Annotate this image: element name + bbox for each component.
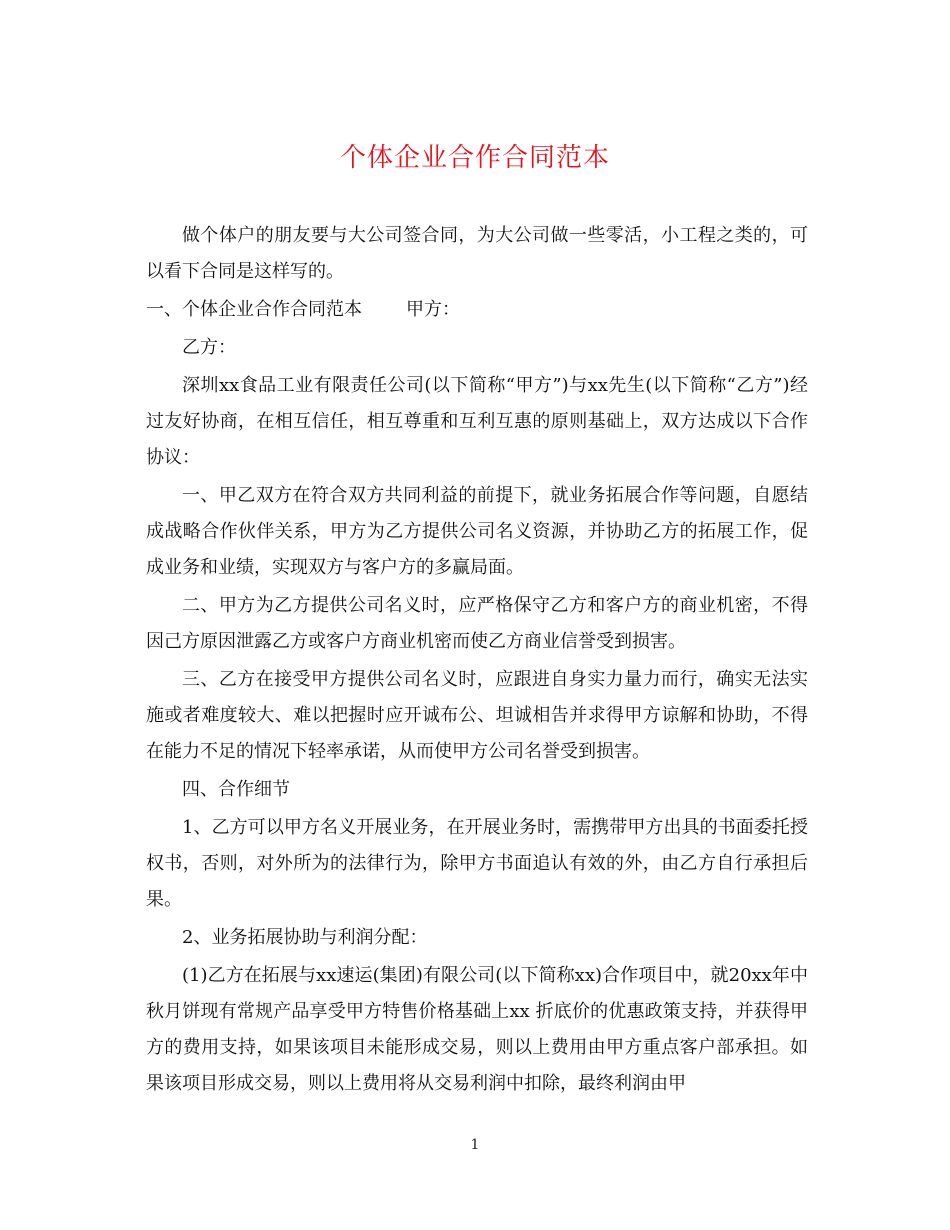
clause-4-heading: 四、合作细节 <box>182 779 290 800</box>
party-b-label: 乙方： <box>182 337 236 358</box>
detail-1-paragraph: 1、乙方可以甲方名义开展业务，在开展业务时，需携带甲方出具的书面委托授权书，否则，对外所为的法律行为，除甲方书面追认有效的外，由乙方自行承担后果。 <box>146 817 808 910</box>
clause-3-paragraph: 三、乙方在接受甲方提供公司名义时，应跟进自身实力量力而行，确实无法实施或者难度较大、难以把握时应开诚布公、坦诚相告并求得甲方谅解和协助，不得在能力不足的情况下轻率承诺，从而使甲方公司名誉受到损害。 <box>146 669 808 762</box>
page-number: 1 <box>470 1137 480 1153</box>
section-heading: 一、个体企业合作合同范本 <box>146 299 362 320</box>
preamble-paragraph: 深圳xx食品工业有限责任公司(以下简称“甲方”)与xx先生(以下简称“乙方”)经过友好协商，在相互信任，相互尊重和互利互惠的原则基础上，双方达成以下合作协议： <box>146 375 808 468</box>
clause-2-paragraph: 二、甲方为乙方提供公司名义时，应严格保守乙方和客户方的商业机密，不得因己方原因泄露乙方或客户方商业机密而使乙方商业信誉受到损害。 <box>146 595 808 652</box>
detail-2-1-paragraph: (1)乙方在拓展与xx速运(集团)有限公司(以下简称xx)合作项目中，就20xx年中秋月饼现有常规产品享受甲方特售价格基础上xx 折底价的优惠政策支持，并获得甲方的费用支持，如果该项目未能形成交易，则以上费用由甲方重点客户部承担。如果该项目形成交易，则以上费用将从交易利润中扣除，最终利润由甲 <box>146 965 808 1094</box>
document-title: 个体企业合作合同范本 <box>339 143 610 173</box>
party-a-label: 甲方： <box>406 299 460 320</box>
detail-2-heading: 2、业务拓展协助与利润分配： <box>182 927 428 948</box>
intro-paragraph: 做个体户的朋友要与大公司签合同，为大公司做一些零活，小工程之类的，可以看下合同是这样写的。 <box>146 225 808 282</box>
clause-1-paragraph: 一、甲乙双方在符合双方共同利益的前提下，就业务拓展合作等问题，自愿结成战略合作伙伴关系，甲方为乙方提供公司名义资源，并协助乙方的拓展工作，促成业务和业绩，实现双方与客户方的多赢局面。 <box>146 485 808 578</box>
section-heading-line <box>146 292 808 328</box>
document-body <box>146 218 808 1104</box>
